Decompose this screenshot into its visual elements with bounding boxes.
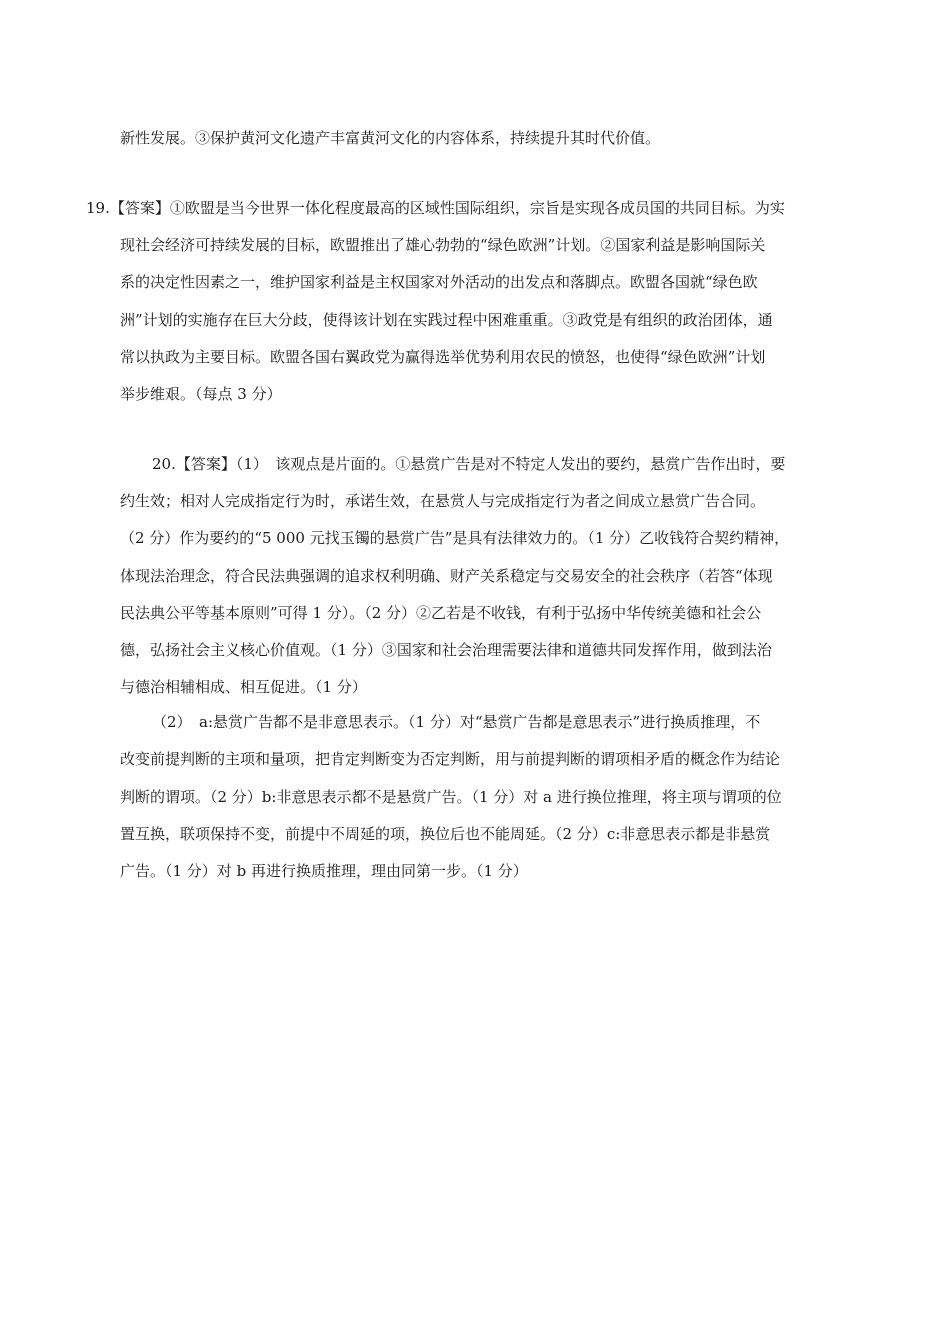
answer-20-line-6: 德，弘扬社会主义核心价值观。（1 分）③国家和社会治理需要法律和道德共同发挥作用，做到法治 (120, 641, 772, 659)
answer-20-line-5: 民法典公平等基本原则”可得 1 分）。（2 分）②乙若是不收钱，有利于弘扬中华传统美德和社会公 (120, 604, 762, 622)
answer-20-part2-line-5: 广告。（1 分）对 b 再进行换质推理，理由同第一步。（1 分） (120, 862, 528, 880)
answer-19-line-1: 19.【答案】①欧盟是当今世界一体化程度最高的区域性国际组织，宗旨是实现各成员国的共同目标。为实 (86, 199, 785, 217)
answer-19-line-6: 举步维艰。（每点 3 分） (120, 385, 282, 403)
answer-19-line-4: 洲”计划的实施存在巨大分歧，使得该计划在实践过程中困难重重。③政党是有组织的政治团体，通 (120, 311, 773, 329)
answer-20-part2-line-4: 置互换，联项保持不变，前提中不周延的项，换位后也不能周延。（2 分）c:非意思表示都是非悬赏 (120, 825, 771, 843)
answer-20-line-1: 20.【答案】（1） 该观点是片面的。①悬赏广告是对不特定人发出的要约，悬赏广告作出时，要 (152, 455, 786, 473)
answer-20-part2-line-2: 改变前提判断的主项和量项，把肯定判断变为否定判断，用与前提判断的谓项相矛盾的概念作为结论 (120, 750, 781, 768)
text-line-1: 新性发展。③保护黄河文化遗产丰富黄河文化的内容体系，持续提升其时代价值。 (120, 129, 661, 147)
answer-20-part2-line-3: 判断的谓项。（2 分）b:非意思表示都不是悬赏广告。（1 分）对 a 进行换位推理，将主项与谓项的位 (120, 788, 782, 806)
answer-20-line-4: 体现法治理念，符合民法典强调的追求权利明确、财产关系稳定与交易安全的社会秩序（若答“体现 (120, 567, 773, 585)
answer-19-line-2: 现社会经济可持续发展的目标，欧盟推出了雄心勃勃的“绿色欧洲”计划。②国家利益是影响国际关 (120, 236, 766, 254)
answer-20-part2-line-1: （2） a:悬赏广告都不是非意思表示。（1 分）对“悬赏广告都是意思表示”进行换质推理，不 (152, 713, 761, 731)
answer-19-line-5: 常以执政为主要目标。欧盟各国右翼政党为赢得选举优势利用农民的愤怒，也使得“绿色欧洲”计划 (120, 348, 766, 366)
answer-19-line-3: 系的决定性因素之一，维护国家利益是主权国家对外活动的出发点和落脚点。欧盟各国就“绿色欧 (120, 273, 758, 291)
answer-20-line-3: （2 分）作为要约的“5 000 元找玉镯的悬赏广告”是具有法律效力的。（1 分）乙收钱符合契约精神， (120, 529, 790, 547)
answer-20-line-2: 约生效；相对人完成指定行为时，承诺生效，在悬赏人与完成指定行为者之间成立悬赏广告合同。 (120, 492, 766, 510)
answer-20-line-7: 与德治相辅相成、相互促进。（1 分） (120, 678, 367, 696)
